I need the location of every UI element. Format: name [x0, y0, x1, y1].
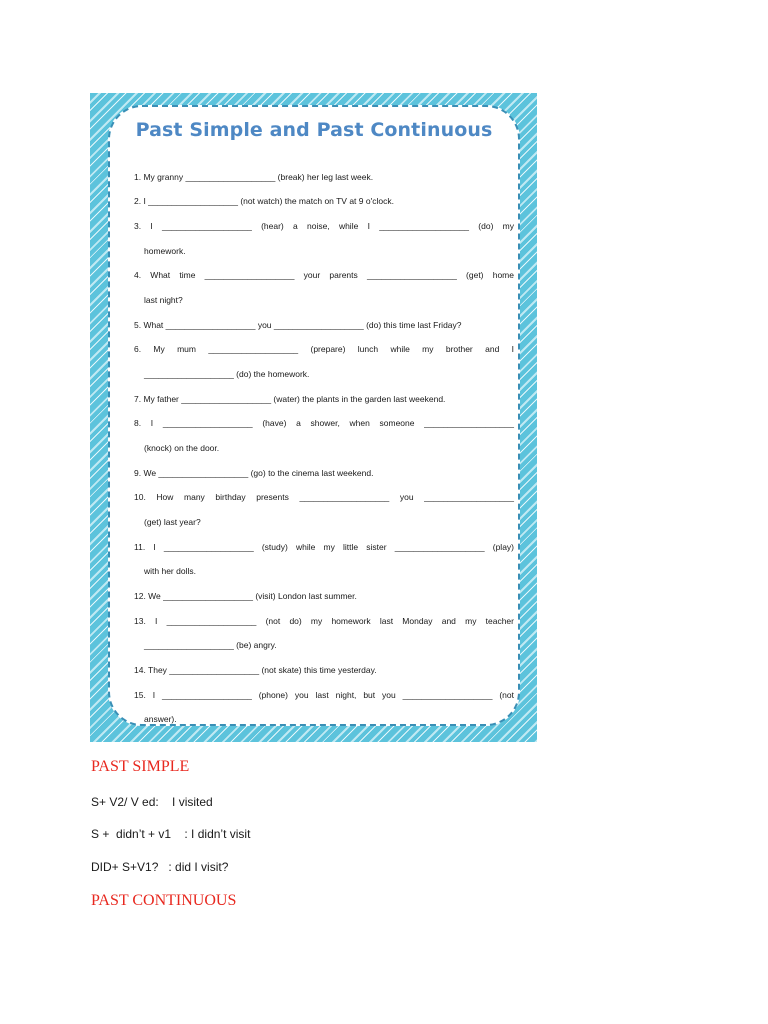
- exercise-line: 13. I ___________________ (not do) my homework last Monday and my teacher: [134, 616, 514, 626]
- exercise-line: with her dolls.: [144, 566, 196, 576]
- exercise-line: 12. We ___________________ (visit) London last summer.: [134, 591, 357, 601]
- exercise-line: 3. I ___________________ (hear) a noise, while I ___________________ (do) my: [134, 221, 514, 231]
- exercise-line: 15. I ___________________ (phone) you last night, but you ___________________ (not: [134, 690, 514, 700]
- exercise-line: 6. My mum ___________________ (prepare) lunch while my brother and I: [134, 344, 514, 354]
- exercise-line: 14. They ___________________ (not skate) this time yesterday.: [134, 665, 377, 675]
- exercise-line: 7. My father ___________________ (water) the plants in the garden last weekend.: [134, 394, 446, 404]
- rule-negative: S + didn’t + v1 : I didn’t visit: [91, 827, 251, 841]
- exercise-line: 2. I ___________________ (not watch) the match on TV at 9 o'clock.: [134, 196, 394, 206]
- exercise-line: 8. I ___________________ (have) a shower, when someone ___________________: [134, 418, 514, 428]
- exercise-line: homework.: [144, 246, 186, 256]
- exercise-line: ___________________ (do) the homework.: [144, 369, 310, 379]
- rule-question: DID+ S+V1? : did I visit?: [91, 860, 229, 874]
- exercise-line: (knock) on the door.: [144, 443, 220, 453]
- exercise-line: (get) last year?: [144, 517, 201, 527]
- exercise-line: 10. How many birthday presents ___________________ you ___________________: [134, 492, 514, 502]
- exercise-line: 9. We ___________________ (go) to the cinema last weekend.: [134, 468, 374, 478]
- past-simple-heading: PAST SIMPLE: [91, 758, 190, 775]
- worksheet-image: [90, 93, 537, 742]
- worksheet-title: Past Simple and Past Continuous: [135, 119, 493, 141]
- rule-affirmative: S+ V2/ V ed: I visited: [91, 795, 213, 809]
- exercise-line: 11. I ___________________ (study) while my little sister ___________________ (play): [134, 542, 514, 552]
- exercise-line: ___________________ (be) angry.: [144, 640, 277, 650]
- exercise-line: answer).: [144, 714, 177, 724]
- exercise-line: 1. My granny ___________________ (break) her leg last week.: [134, 172, 374, 182]
- past-continuous-heading: PAST CONTINUOUS: [91, 892, 237, 909]
- exercise-line: last night?: [144, 295, 183, 305]
- exercise-line: 4. What time ___________________ your parents ___________________ (get) home: [134, 270, 514, 280]
- worksheet-card: [108, 105, 520, 726]
- exercise-line: 5. What ___________________ you ___________________ (do) this time last Friday?: [134, 320, 462, 330]
